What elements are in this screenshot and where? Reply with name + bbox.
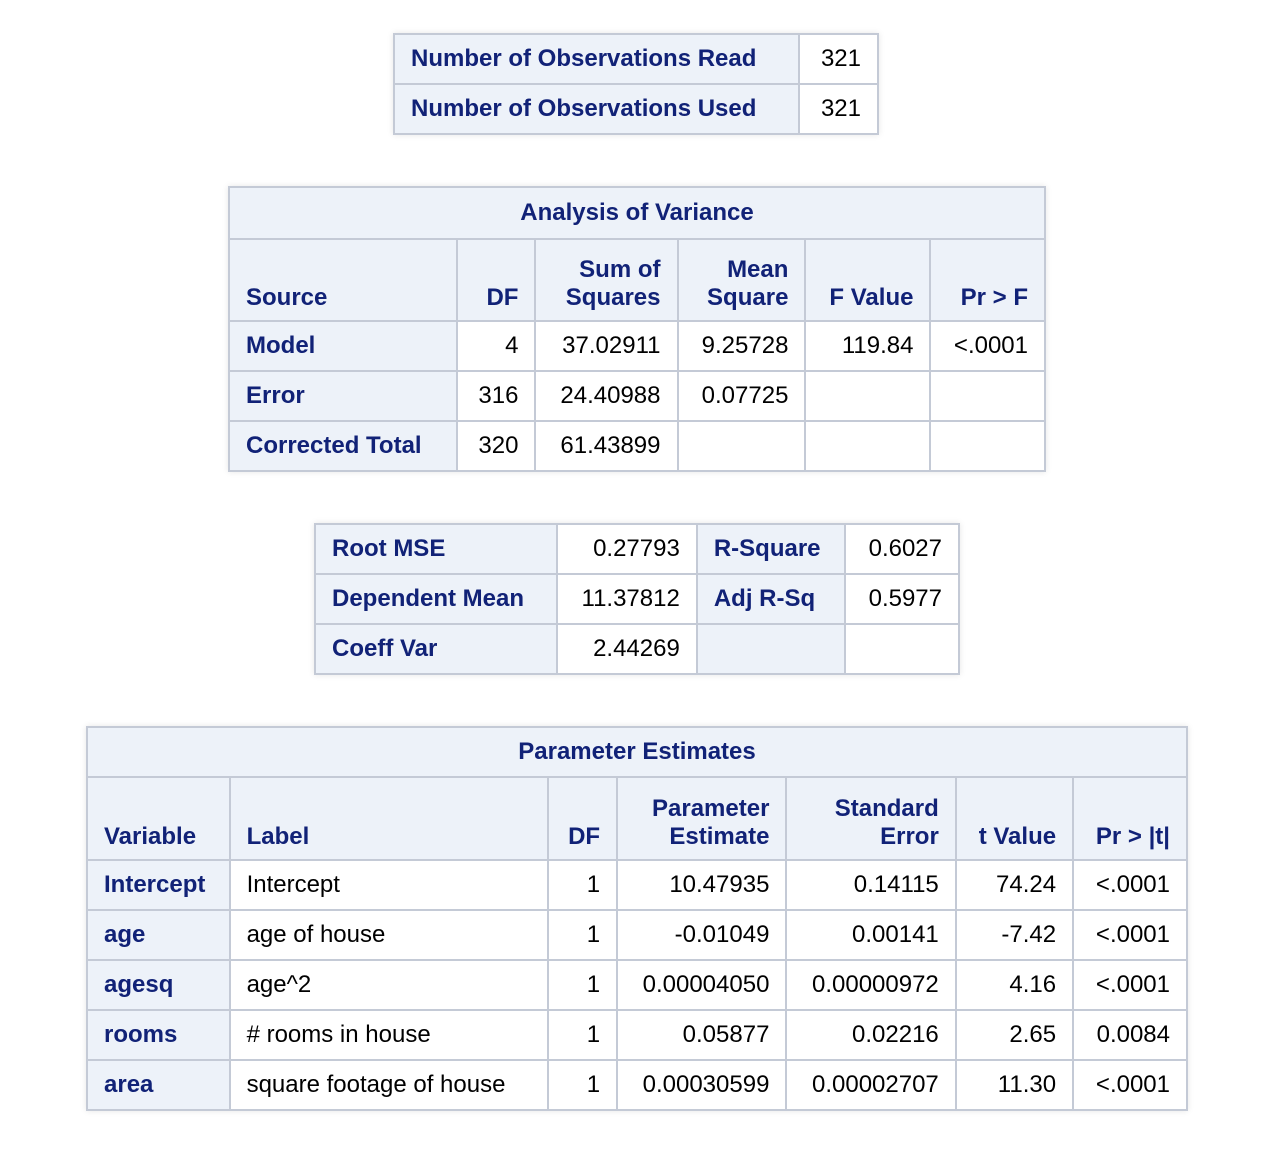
param-df: 1	[548, 1060, 618, 1110]
param-se: 0.00000972	[786, 960, 955, 1010]
anova-ss: 37.02911	[535, 321, 677, 371]
col-header-sum-of-squares	[535, 239, 677, 321]
param-variable: age	[87, 910, 230, 960]
fit-value: 2.44269	[557, 624, 697, 674]
param-df: 1	[548, 860, 618, 910]
anova-title: Analysis of Variance	[229, 187, 1045, 239]
param-se: 0.02216	[786, 1010, 955, 1060]
param-estimate: 0.00004050	[617, 960, 786, 1010]
param-t: 4.16	[956, 960, 1073, 1010]
obs-used-value: 321	[799, 84, 878, 134]
fit-value: 0.5977	[845, 574, 959, 624]
fit-label: R-Square	[697, 524, 846, 574]
anova-f	[805, 421, 930, 471]
col-header-pr-t: Pr > |t|	[1073, 777, 1187, 860]
anova-f	[805, 371, 930, 421]
param-estimate: 0.00030599	[617, 1060, 786, 1110]
col-header-pr-f: Pr > F	[930, 239, 1045, 321]
col-header-mean-square	[678, 239, 806, 321]
param-label: age of house	[230, 910, 548, 960]
param-variable: agesq	[87, 960, 230, 1010]
anova-source: Model	[229, 321, 457, 371]
se-header-line1: Standard	[834, 795, 939, 822]
param-variable: area	[87, 1060, 230, 1110]
anova-p	[930, 371, 1045, 421]
anova-source: Error	[229, 371, 457, 421]
param-p: <.0001	[1073, 910, 1187, 960]
ss-header-line1: Sum of	[579, 256, 661, 283]
anova-source: Corrected Total	[229, 421, 457, 471]
col-header-f-value: F Value	[805, 239, 930, 321]
table-row	[315, 524, 959, 574]
table-row	[229, 421, 1045, 471]
col-header-standard-error	[786, 777, 955, 860]
anova-header-row	[229, 239, 1045, 321]
col-header-parameter-estimate	[617, 777, 786, 860]
table-row	[315, 574, 959, 624]
param-t: -7.42	[956, 910, 1073, 960]
ms-header-line1: Mean	[727, 256, 789, 283]
param-variable: rooms	[87, 1010, 230, 1060]
anova-df: 320	[457, 421, 535, 471]
param-df: 1	[548, 910, 618, 960]
anova-df: 4	[457, 321, 535, 371]
table-row	[229, 321, 1045, 371]
anova-ms: 0.07725	[678, 371, 806, 421]
fit-label	[697, 624, 846, 674]
table-row	[394, 84, 878, 134]
param-p: 0.0084	[1073, 1010, 1187, 1060]
param-df: 1	[548, 1010, 618, 1060]
fit-statistics-table	[314, 523, 960, 675]
est-header-line1: Parameter	[652, 795, 770, 822]
param-t: 74.24	[956, 860, 1073, 910]
anova-ss: 24.40988	[535, 371, 677, 421]
ss-header-line2: Squares	[565, 284, 661, 311]
col-header-label: Label	[230, 777, 548, 860]
param-label: square footage of house	[230, 1060, 548, 1110]
col-header-source: Source	[229, 239, 457, 321]
est-header-line2: Estimate	[669, 823, 770, 850]
param-t: 11.30	[956, 1060, 1073, 1110]
param-se: 0.14115	[786, 860, 955, 910]
col-header-df: DF	[548, 777, 618, 860]
se-header-line2: Error	[880, 823, 939, 850]
parameter-estimates-table	[86, 726, 1188, 1111]
fit-value: 11.37812	[557, 574, 697, 624]
table-row	[87, 860, 1187, 910]
params-title: Parameter Estimates	[87, 727, 1187, 777]
fit-value: 0.27793	[557, 524, 697, 574]
params-header-row	[87, 777, 1187, 860]
col-header-t-value: t Value	[956, 777, 1073, 860]
anova-ms: 9.25728	[678, 321, 806, 371]
table-row	[87, 1010, 1187, 1060]
fit-label: Adj R-Sq	[697, 574, 846, 624]
param-label: age^2	[230, 960, 548, 1010]
table-row	[315, 624, 959, 674]
col-header-variable: Variable	[87, 777, 230, 860]
fit-label: Coeff Var	[315, 624, 557, 674]
obs-read-label: Number of Observations Read	[394, 34, 799, 84]
fit-label: Dependent Mean	[315, 574, 557, 624]
param-estimate: -0.01049	[617, 910, 786, 960]
param-label: Intercept	[230, 860, 548, 910]
param-p: <.0001	[1073, 1060, 1187, 1110]
ms-header-line2: Square	[707, 284, 789, 311]
anova-ms	[678, 421, 806, 471]
obs-read-value: 321	[799, 34, 878, 84]
anova-p: <.0001	[930, 321, 1045, 371]
anova-p	[930, 421, 1045, 471]
table-row	[87, 910, 1187, 960]
fit-value	[845, 624, 959, 674]
table-row	[394, 34, 878, 84]
table-row	[87, 960, 1187, 1010]
param-variable: Intercept	[87, 860, 230, 910]
anova-df: 316	[457, 371, 535, 421]
fit-value: 0.6027	[845, 524, 959, 574]
fit-label: Root MSE	[315, 524, 557, 574]
param-label: # rooms in house	[230, 1010, 548, 1060]
param-p: <.0001	[1073, 860, 1187, 910]
anova-table	[228, 186, 1046, 472]
param-p: <.0001	[1073, 960, 1187, 1010]
obs-used-label: Number of Observations Used	[394, 84, 799, 134]
param-estimate: 0.05877	[617, 1010, 786, 1060]
observations-table	[393, 33, 879, 135]
param-estimate: 10.47935	[617, 860, 786, 910]
param-se: 0.00002707	[786, 1060, 955, 1110]
param-df: 1	[548, 960, 618, 1010]
table-row	[229, 371, 1045, 421]
anova-f: 119.84	[805, 321, 930, 371]
param-se: 0.00141	[786, 910, 955, 960]
col-header-df: DF	[457, 239, 535, 321]
anova-ss: 61.43899	[535, 421, 677, 471]
param-t: 2.65	[956, 1010, 1073, 1060]
table-row	[87, 1060, 1187, 1110]
